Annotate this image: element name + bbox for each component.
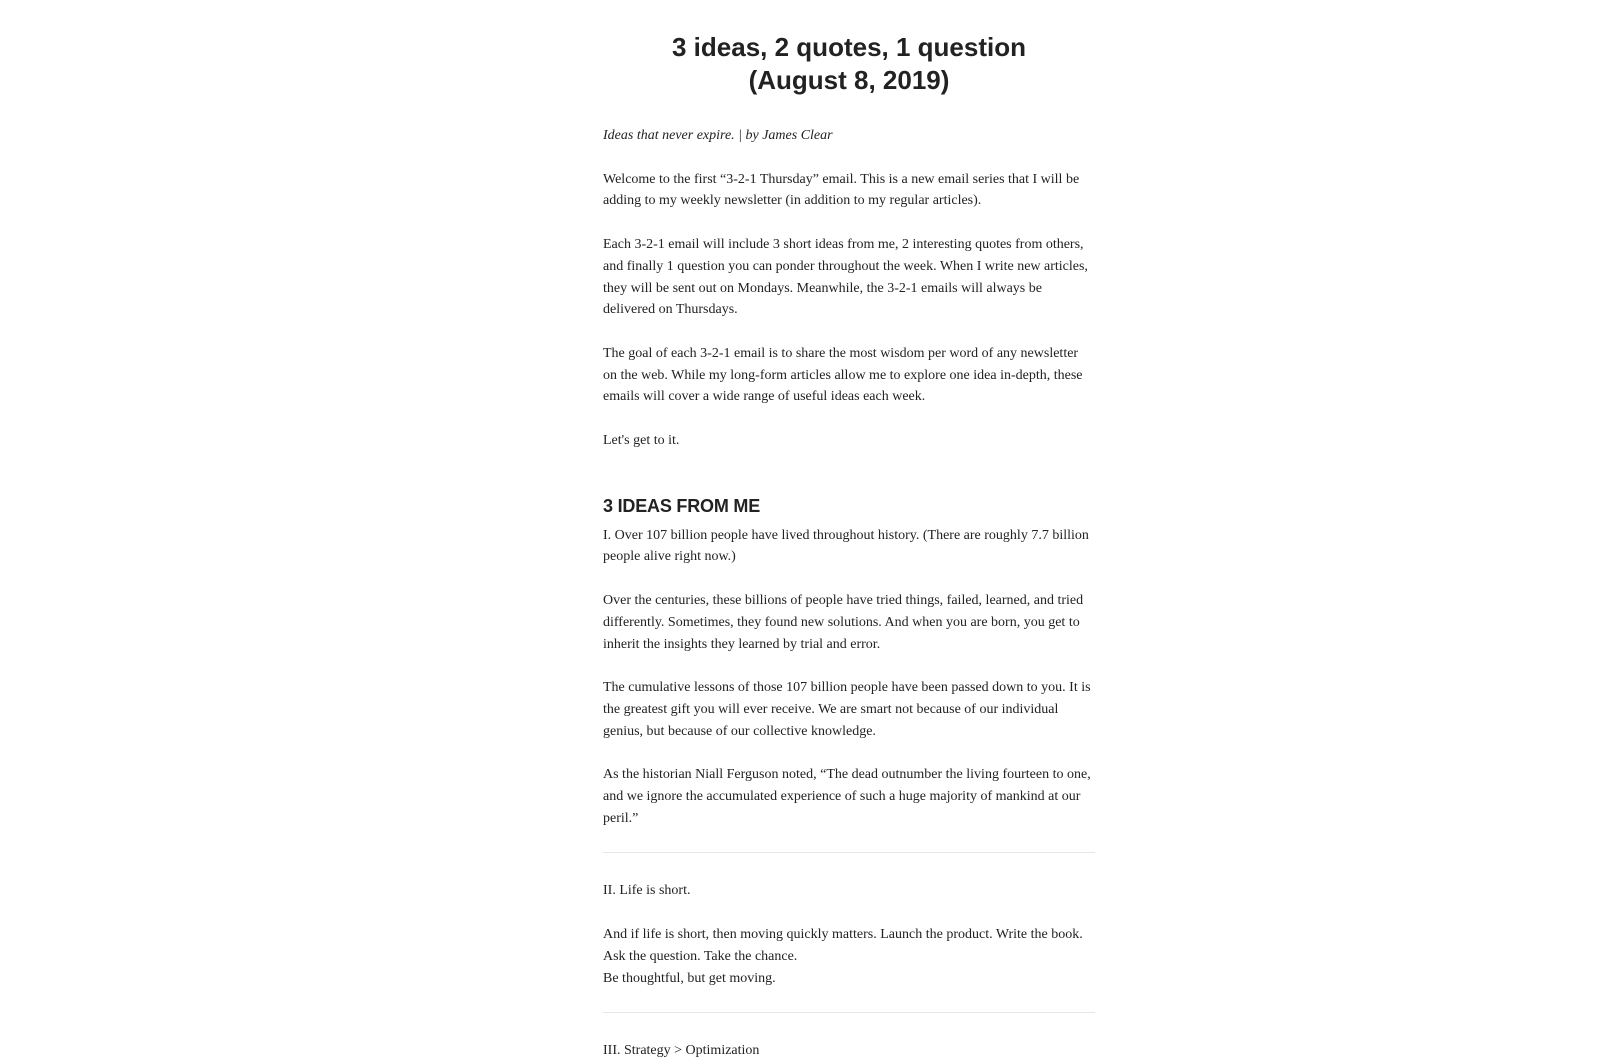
tagline: Ideas that never expire. | by James Clear <box>603 128 833 143</box>
idea-1-paragraph: As the historian Niall Ferguson noted, “The dead outnumber the living fourteen to one, and we ignore the accumulated experience of such a huge majority of mankind at our peril.” <box>603 767 1091 826</box>
intro-paragraph: Each 3-2-1 email will include 3 short ideas from me, 2 interesting quotes from others, and finally 1 question you can ponder throughout the week. When I write new articles, they will be sent out on Mondays. Meanwhile, the 3-2-1 emails will always be delivered on Thursdays. <box>603 237 1088 318</box>
divider <box>603 852 1095 853</box>
page-title <box>603 31 1095 97</box>
section-heading-ideas: 3 IDEAS FROM ME <box>603 495 761 516</box>
intro-paragraph: Let's get to it. <box>603 433 680 449</box>
idea-1-paragraph: The cumulative lessons of those 107 billion people have been passed down to you. It is the greatest gift you will ever receive. We are smart not because of our individual genius, but because of our collective knowledge. <box>603 680 1091 739</box>
idea-3-heading: III. Strategy > Optimization <box>603 1043 760 1059</box>
title-line-1: 3 ideas, 2 quotes, 1 question <box>672 32 1026 62</box>
intro-paragraph: Welcome to the first “3-2-1 Thursday” email. This is a new email series that I will be adding to my weekly newsletter (in addition to my regular articles). <box>603 171 1080 209</box>
divider <box>603 1012 1095 1013</box>
idea-2-paragraph: And if life is short, then moving quickly matters. Launch the product. Write the book. Ask the question. Take the chance. <box>603 927 1083 964</box>
idea-2-paragraph: II. Life is short. <box>603 883 691 899</box>
intro-paragraph: The goal of each 3-2-1 email is to share the most wisdom per word of any newsletter on the web. While my long-form articles allow me to explore one idea in-depth, these emails will cover a wide range of useful ideas each week. <box>603 345 1083 405</box>
idea-2-paragraph: Be thoughtful, but get moving. <box>603 970 776 986</box>
title-line-2: (August 8, 2019) <box>748 65 950 95</box>
article-column <box>603 0 1095 1062</box>
idea-1-paragraph: I. Over 107 billion people have lived throughout history. (There are roughly 7.7 billion people alive right now.) <box>603 527 1089 565</box>
idea-1-paragraph: Over the centuries, these billions of people have tried things, failed, learned, and tried differently. Sometimes, they found new solutions. And when you are born, you get to inherit the insights they learned by trial and error. <box>603 593 1084 652</box>
